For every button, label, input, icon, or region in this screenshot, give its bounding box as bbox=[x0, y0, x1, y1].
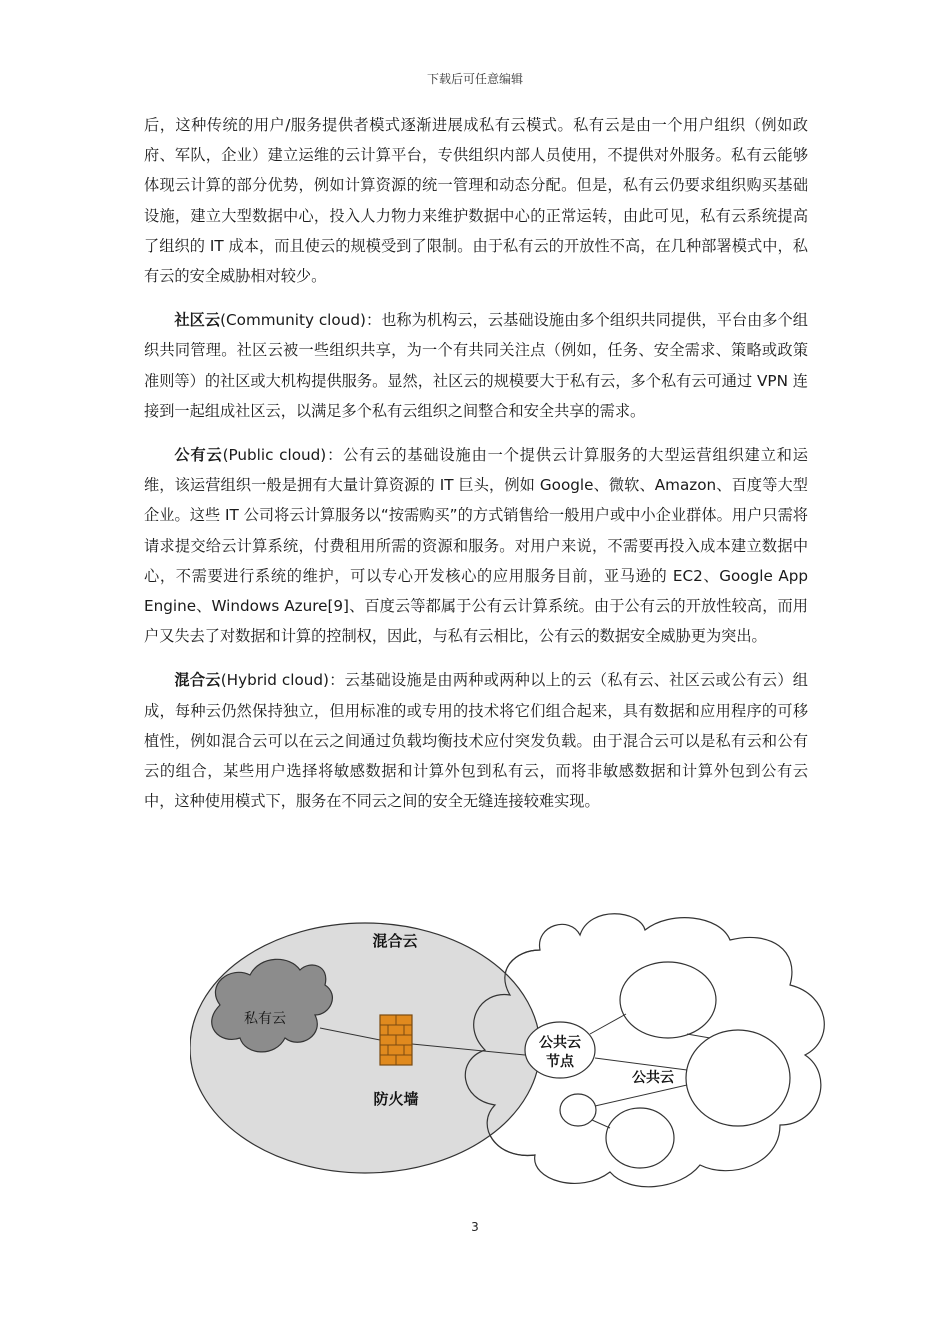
public-node-bottom bbox=[606, 1108, 674, 1168]
paragraph-hybrid-cloud-text: (Hybrid cloud)：云基础设施是由两种或两种以上的云（私有云、社区云或公有云）组成，每种云仍然保持独立，但用标准的或专用的技术将它们组合起来，具有数据和应用程序的可移植性，例如混合云可以在云之间通过负载均衡技术应付突发负载。由于混合云可以是私有云和公有云的组合，某些用户选择将敏感数据和计算外包到私有云，而将非敏感数据和计算外包到公有云中，这种使用模式下，服务在不同云之间的安全无缝连接较难实现。 bbox=[144, 671, 808, 811]
public-node-label-1: 公共云 bbox=[539, 1035, 581, 1051]
hybrid-cloud-diagram bbox=[190, 910, 850, 1200]
term-hybrid-cloud: 混合云 bbox=[174, 671, 221, 690]
public-node-label-2: 节点 bbox=[546, 1054, 574, 1070]
public-node-right bbox=[686, 1030, 790, 1126]
page-number: 3 bbox=[471, 1220, 479, 1234]
hybrid-cloud-label: 混合云 bbox=[372, 932, 418, 950]
paragraph-public-cloud-text: (Public cloud)：公有云的基础设施由一个提供云计算服务的大型运营组织建立和运维，该运营组织一般是拥有大量计算资源的 IT 巨头，例如 Google、微软、Amazon、百度等大型企业。这些 IT 公司将云计算服务以“按需购买”的方式销售给一般用户或中小企业群体。用户只需将请求提交给云计算系统，付费租用所需的资源和服务。对用户来说，不需要再投入成本建立数据中心，不需要进行系统的维护，可以专心开发核心的应用服务目前，亚马逊的 EC2、Google App Engine、Windows Azure[9]、百度云等都属于公有云计算系统。由于公有云的开放性较高，而用户又失去了对数据和计算的控制权，因此，与私有云相比，公有云的数据安全威胁更为突出。 bbox=[144, 446, 808, 646]
paragraph-private-cloud: 后，这种传统的用户/服务提供者模式逐渐进展成私有云模式。私有云是由一个用户组织（例如政府、军队，企业）建立运维的云计算平台，专供组织内部人员使用，不提供对外服务。私有云能够体现云计算的部分优势，例如计算资源的统一管理和动态分配。但是，私有云仍要求组织购买基础设施，建立大型数据中心，投入人力物力来维护数据中心的正常运转，由此可见，私有云系统提高了组织的 IT 成本，而且使云的规模受到了限制。由于私有云的开放性不高，在几种部署模式中，私有云的安全威胁相对较少。 bbox=[144, 116, 808, 286]
paragraph-hybrid-cloud bbox=[144, 665, 808, 816]
term-community-cloud: 社区云 bbox=[174, 311, 221, 330]
paragraph-public-cloud bbox=[144, 440, 808, 651]
diagram-svg bbox=[190, 910, 850, 1200]
paragraph-community-cloud-text: (Community cloud)：也称为机构云，云基础设施由多个组织共同提供，平台由多个组织共同管理。社区云被一些组织共享，为一个有共同关注点（例如，任务、安全需求、策略或政策准则等）的社区或大机构提供服务。显然，社区云的规模要大于私有云，多个私有云可通过 VPN 连接到一起组成社区云，以满足多个私有云组织之间整合和安全共享的需求。 bbox=[144, 311, 808, 420]
public-cloud-label: 公共云 bbox=[632, 1070, 674, 1086]
paragraph-community-cloud bbox=[144, 305, 808, 426]
page-header: 下载后可任意编辑 bbox=[426, 72, 523, 86]
document-body bbox=[144, 110, 808, 830]
firewall-label: 防火墙 bbox=[373, 1090, 419, 1108]
public-node-top bbox=[620, 962, 716, 1038]
hybrid-cloud-ellipse bbox=[190, 923, 540, 1173]
private-cloud-label: 私有云 bbox=[244, 1011, 286, 1027]
firewall-icon bbox=[380, 1015, 412, 1065]
public-node-small bbox=[560, 1094, 596, 1126]
term-public-cloud: 公有云 bbox=[174, 446, 223, 465]
